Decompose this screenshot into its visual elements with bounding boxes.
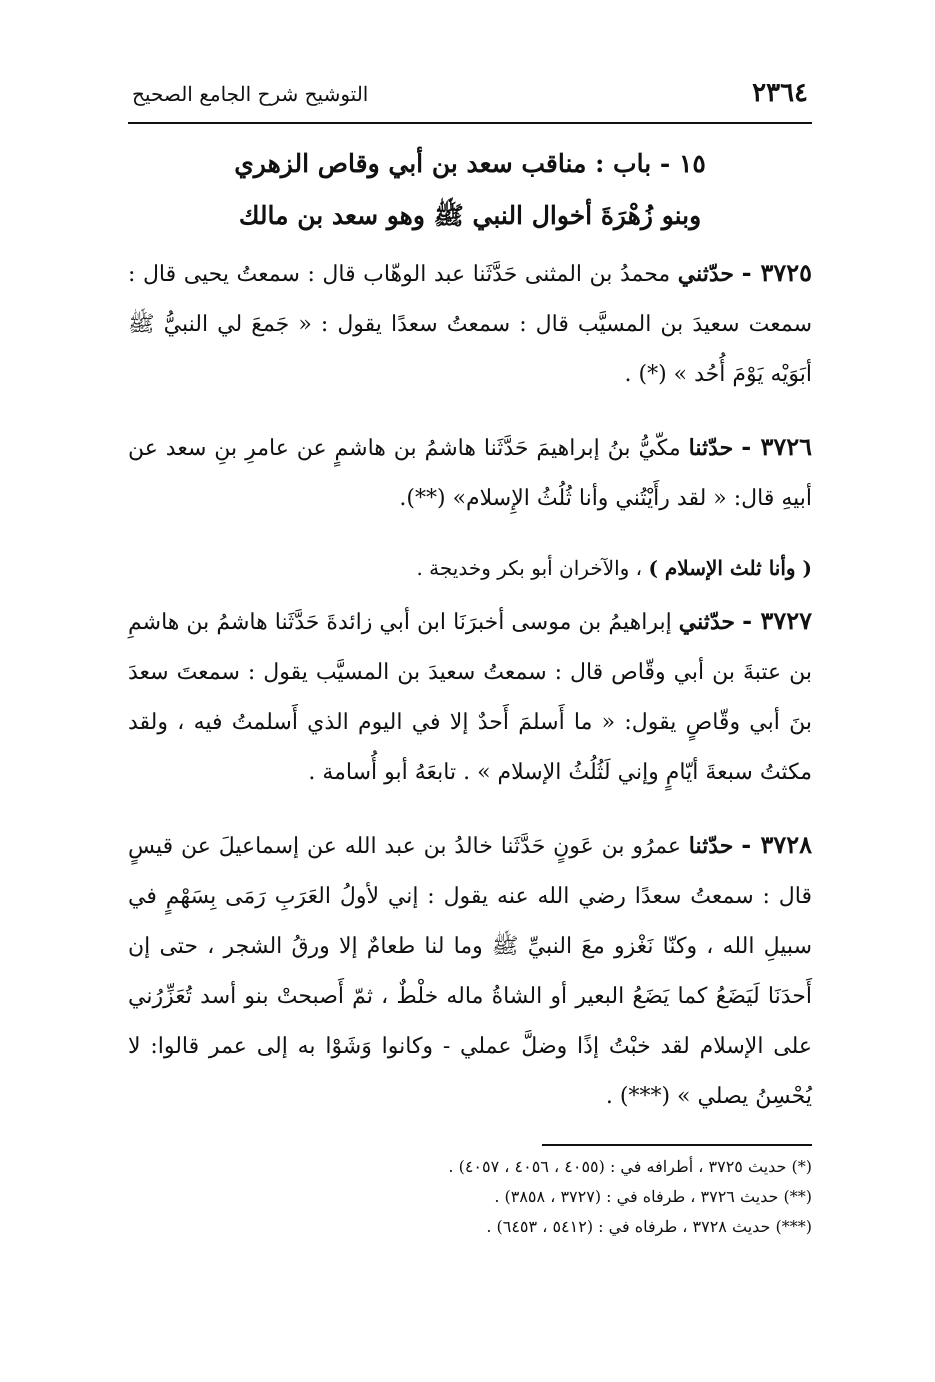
hadith-3727 (128, 596, 812, 798)
hadith-number: ٣٧٢٧ - (742, 606, 813, 635)
footnote-divider (542, 1144, 812, 1146)
hadith-number: ٣٧٢٦ - (741, 432, 812, 461)
chapter-heading-line-2: وبنو زُهْرَةَ أخوال النبي ﷺ وهو سعد بن مالك (238, 201, 702, 230)
hadith-text: محمدُ بن المثنى حَدَّثَنا عبد الوهّاب قال : سمعتُ يحيى قال : سمعت سعيدَ بن المسيَّب قال : سمعتُ سعدًا يقول : « جَمعَ لي النبيُّ ﷺ أبَوَيْه يَوْمَ أُحُد » (*) . (128, 262, 812, 387)
hadith-lead-word: حدّثنا (688, 833, 734, 859)
footnote: (**) حديث ٣٧٢٦ ، طرفاه في : (٣٧٢٧ ، ٣٨٥٨) . (494, 1187, 812, 1206)
chapter-heading-line-1: ١٥ - باب : مناقب سعد بن أبي وقاص الزهري (234, 149, 706, 178)
hadith-3728 (128, 820, 812, 1122)
commentary-gloss (128, 546, 812, 590)
chapter-heading (128, 138, 812, 242)
book-title: التوشيح شرح الجامع الصحيح (132, 82, 369, 106)
hadith-number: ٣٧٢٨ - (741, 830, 812, 859)
footnotes (128, 1152, 812, 1242)
hadith-text: إبراهيمُ بن موسى أخبرَنَا ابن أبي زائدةَ حَدَّثَنا هاشمُ بن هاشمِ بن عتبةَ بن أبي وقّاص قال : سمعتُ سعيدَ بن المسيَّب يقول : سمعتَ سعدَ بنَ أبي وقّاصٍ يقول: « ما أَسلمَ أَحدٌ إلا في اليوم الذي أَسلمتُ فيه ، ولقد مكثتُ سبعةَ أيّامٍ وإني لَثُلُثُ الإسلام » . تابعَهُ أبو أُسامة . (128, 610, 812, 785)
footnote: (***) حديث ٣٧٢٨ ، طرفاه في : (٥٤١٢ ، ٦٤٥٣) . (486, 1217, 812, 1236)
hadith-number: ٣٧٢٥ - (741, 258, 813, 287)
hadith-text: مكّيُّ بنُ إبراهيمَ حَدَّثَنا هاشمُ بن هاشمٍ عن عامرِ بنِ سعد عن أبيهِ قال: « لقد رأَيْتُني وأنا ثُلُثُ الإِسلام» (**). (128, 436, 812, 511)
page-number: ٢٣٦٤ (752, 78, 808, 108)
hadith-3725 (128, 248, 812, 400)
hadith-text: عمرُو بن عَونٍ حَدَّثَنا خالدُ بن عبد الله عن إسماعيلَ عن قيسٍ قال : سمعتُ سعدًا رضي الله عنه يقول : إني لأولُ العَرَبِ رَمَى بِسَهْمٍ في سبيلِ الله ، وكنّا نَغْزو معَ النبيِّ ﷺ وما لنا طعامٌ إلا ورقُ الشجر ، حتى إن أَحدَنَا لَيَضَعُ كما يَضَعُ البعير أو الشاةُ ماله خلْطٌ ، ثمّ أَصبحتْ بنو أسد تُعَزِّرُني على الإسلام لقد خبْتُ إذًا وضلَّ عملي - وكانوا وَشَوْا به إلى عمر قالوا: لا يُحْسِنُ يصلي » (***) . (128, 834, 812, 1109)
hadith-lead-word: حدّثني (677, 261, 735, 287)
gloss-term: ( وأنا ثلث الإسلام ) (648, 556, 812, 580)
hadith-lead-word: حدّثني (678, 609, 736, 635)
footnote: (*) حديث ٣٧٢٥ ، أطرافه في : (٤٠٥٥ ، ٤٠٥٦ ، ٤٠٥٧) . (448, 1157, 812, 1176)
gloss-text: ، والآخران أبو بكر وخديجة . (416, 556, 643, 580)
book-page (128, 78, 812, 1368)
running-header (128, 78, 812, 124)
hadith-lead-word: حدّثنا (688, 435, 734, 461)
hadith-3726 (128, 422, 812, 524)
